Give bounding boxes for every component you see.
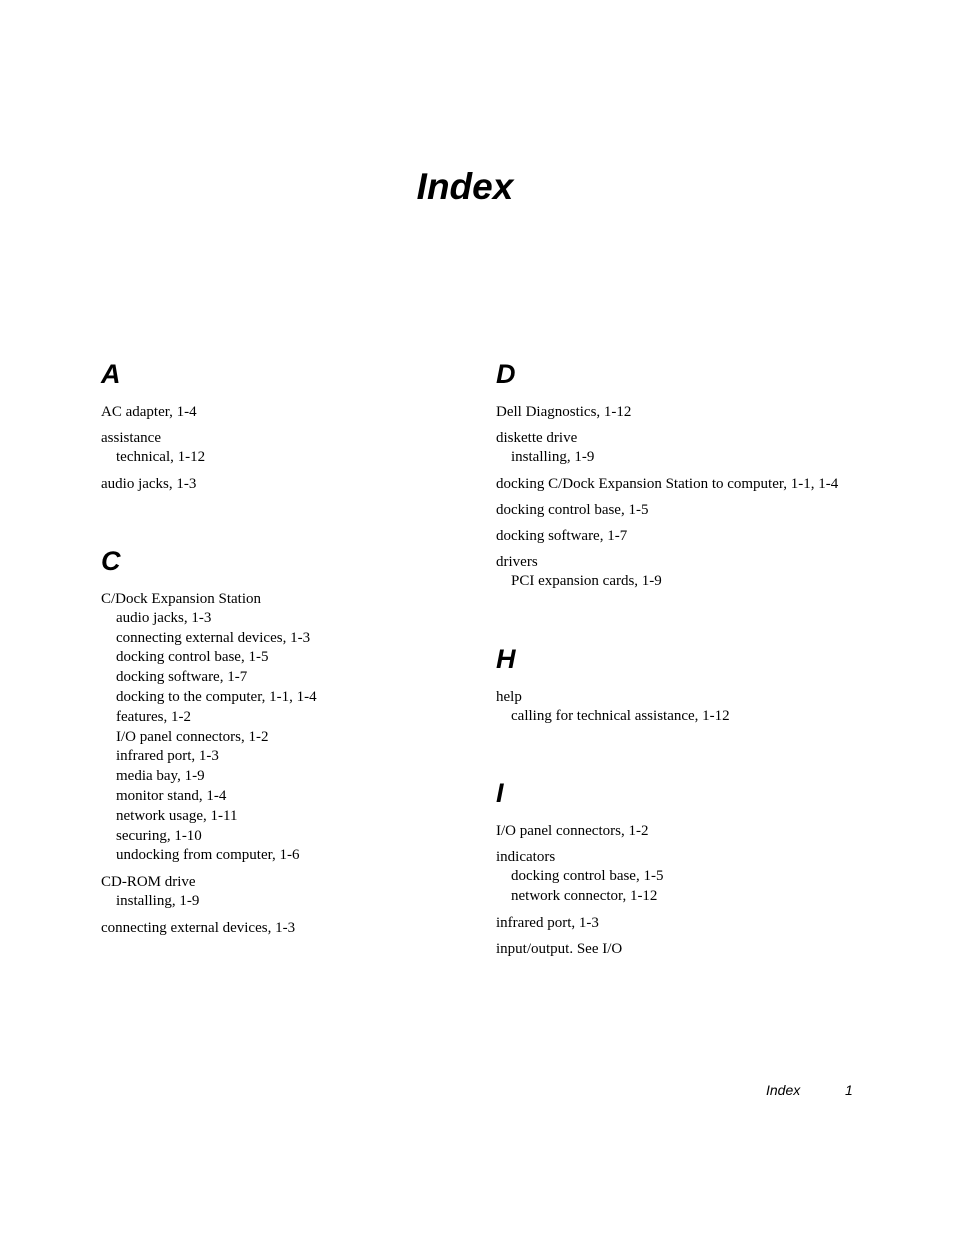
- index-subentry: network connector, 1-12: [511, 888, 658, 905]
- index-entry: [101, 402, 471, 422]
- page-title: Index: [416, 166, 514, 207]
- index-entry: [496, 847, 916, 907]
- index-subentry: media bay, 1-9: [116, 768, 205, 785]
- footer-label: Index: [766, 1082, 801, 1098]
- index-subentry: installing, 1-9: [116, 893, 200, 910]
- index-subentry: docking control base, 1-5: [116, 649, 269, 666]
- index-term: I/O panel connectors, 1-2: [496, 823, 649, 840]
- index-subentry: monitor stand, 1-4: [116, 787, 227, 804]
- index-entry: [496, 939, 916, 959]
- index-entry: [496, 474, 916, 494]
- index-entry: [496, 428, 916, 468]
- index-entry: [101, 589, 471, 866]
- index-section-c: [101, 545, 471, 938]
- index-subentry: connecting external devices, 1-3: [116, 629, 311, 646]
- section-letter: I: [496, 778, 504, 809]
- index-subentry: docking to the computer, 1-1, 1-4: [116, 688, 317, 705]
- index-column-left: [101, 358, 471, 944]
- section-letter: A: [101, 359, 121, 389]
- index-entry: [496, 913, 916, 933]
- index-entry: [101, 474, 471, 494]
- index-entry: [496, 552, 916, 592]
- index-term: drivers: [496, 553, 538, 570]
- section-letter: D: [496, 359, 516, 389]
- index-term: docking control base, 1-5: [496, 501, 649, 518]
- index-subentry: undocking from computer, 1-6: [116, 847, 300, 864]
- index-section-a: [101, 358, 471, 494]
- index-subentry: features, 1-2: [116, 708, 191, 725]
- index-entry: [496, 687, 916, 727]
- index-entry: [101, 872, 471, 912]
- index-entry: [496, 821, 916, 841]
- index-subentry: audio jacks, 1-3: [116, 609, 212, 626]
- index-term: indicators: [496, 849, 556, 866]
- index-term: docking software, 1-7: [496, 527, 628, 544]
- index-term: assistance: [101, 430, 161, 446]
- index-term: connecting external devices, 1-3: [101, 919, 296, 936]
- index-entry: [496, 500, 916, 520]
- index-entry: [101, 918, 471, 938]
- index-term: audio jacks, 1-3: [101, 475, 197, 492]
- index-subentry: technical, 1-12: [116, 449, 206, 465]
- index-subentry: PCI expansion cards, 1-9: [511, 572, 662, 589]
- index-term: help: [496, 688, 522, 705]
- index-term: diskette drive: [496, 430, 578, 446]
- index-term: Dell Diagnostics, 1-12: [496, 404, 632, 420]
- index-term: input/output. See I/O: [496, 940, 623, 957]
- index-subentry: network usage, 1-11: [116, 807, 238, 824]
- index-term: docking C/Dock Expansion Station to computer, 1-1, 1-4: [496, 475, 839, 492]
- index-entry: [496, 526, 916, 546]
- index-subentry: calling for technical assistance, 1-12: [511, 707, 730, 724]
- index-subentry: installing, 1-9: [511, 449, 595, 465]
- index-term: C/Dock Expansion Station: [101, 590, 261, 607]
- index-subentry: docking control base, 1-5: [511, 868, 664, 885]
- index-term: CD-ROM drive: [101, 874, 196, 891]
- index-subentry: I/O panel connectors, 1-2: [116, 728, 269, 745]
- index-term: infrared port, 1-3: [496, 914, 599, 931]
- index-section-h: [496, 643, 916, 727]
- index-section-d: [496, 358, 916, 592]
- index-subentry: docking software, 1-7: [116, 669, 248, 686]
- footer-page-number: 1: [845, 1082, 853, 1098]
- index-entry: [496, 402, 916, 422]
- index-term: AC adapter, 1-4: [101, 404, 197, 420]
- index-column-right: [496, 358, 916, 965]
- section-letter: H: [496, 643, 516, 674]
- index-section-i: [496, 777, 916, 959]
- section-letter: C: [101, 545, 121, 576]
- index-subentry: infrared port, 1-3: [116, 748, 219, 765]
- index-entry: [101, 428, 471, 468]
- index-subentry: securing, 1-10: [116, 827, 202, 844]
